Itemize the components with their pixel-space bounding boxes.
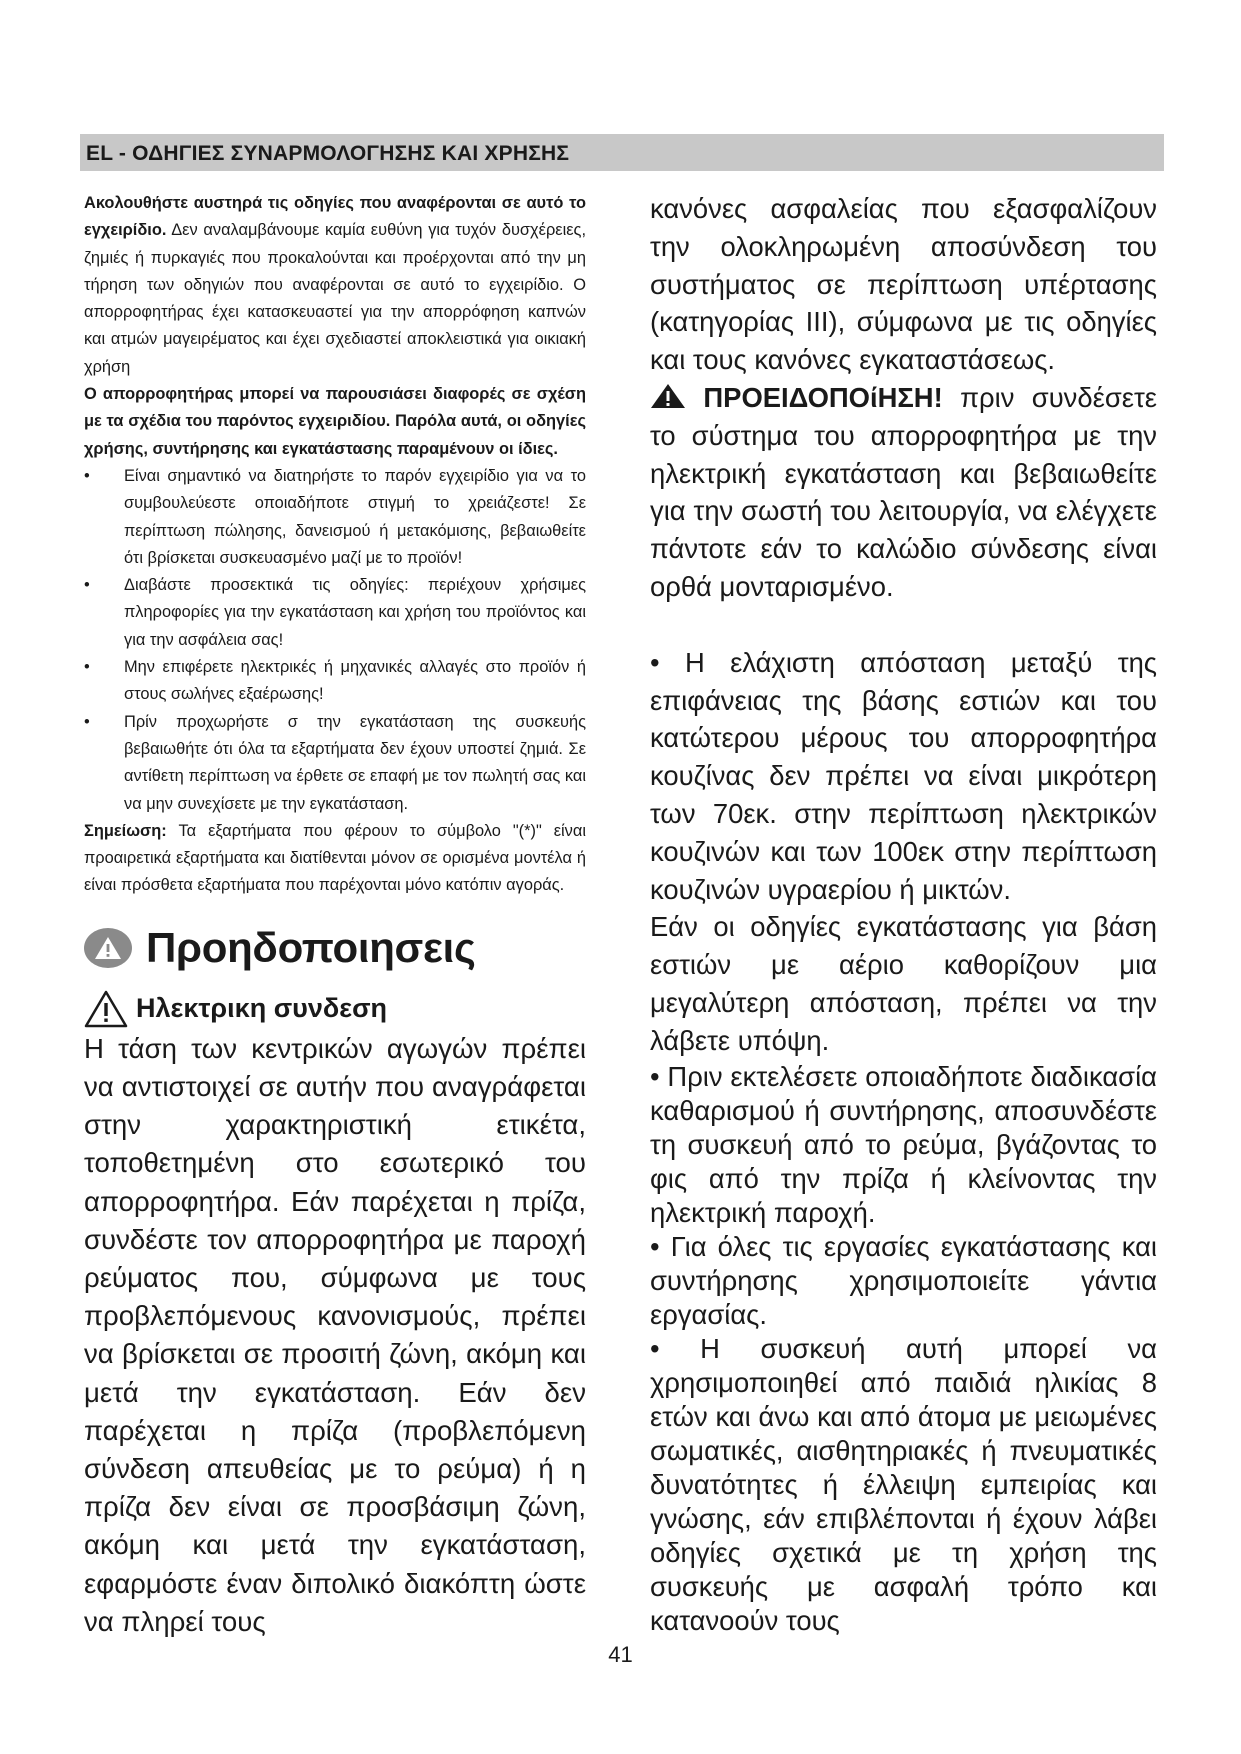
intro-paragraph — [84, 190, 586, 381]
page-title: EL - ΟΔΗΓΙΕΣ ΣΥΝΑΡΜΟΛΟΓΗΣΗΣ ΚΑΙ ΧΡΗΣΗΣ — [86, 142, 570, 165]
page-number: 41 — [608, 1642, 633, 1667]
header-bar — [80, 134, 1164, 171]
gloves-paragraph: • Για όλες τις εργασίες εγκατάστασης και συντήρησης χρησιμοποιείτε γάντια εργασίας. — [650, 1230, 1157, 1330]
warning-triangle-icon — [650, 383, 686, 409]
intro-bold: Ακολουθήστε αυστηρά τις οδηγίες που αναφέρονται σε αυτό το εγχειρίδιο. — [84, 194, 586, 240]
distance-paragraph: • Η ελάχιστη απόσταση μεταξύ της επιφάνειας της βάσης εστιών και του κατώτερου μέρους του απορροφητήρα κουζίνας δεν πρέπει να είναι μικρότερη των 70εκ. στην περίπτωση ηλεκτρικών κουζινών και των 100εκ στην περίπτωση κουζινών υγραερίου ή μικτών. — [650, 646, 1157, 905]
notice-bold: Ο απορροφητήρας μπορεί να παρουσιάσει διαφορές σε σχέση με τα σχέδια του παρόντος εγχειριδίου. Παρόλα αυτά, οι οδηγίες χρήσης, συντήρησης και εγκατάστασης παραμένουν οι ίδιες. — [84, 385, 586, 458]
left-column — [84, 190, 586, 1641]
warning-circle-icon — [84, 928, 132, 968]
cleaning-paragraph: • Πριν εκτελέσετε οποιαδήποτε διαδικασία καθαρισμού ή συντήρησης, αποσυνδέστε τη συσκευή από το ρεύμα, βγάζοντας το φις από την πρίζα ή κλείνοντας την ηλεκτρική παροχή. — [650, 1060, 1157, 1228]
list-item: • Είναι σημαντικό να διατηρήστε το παρόν εγχειρίδιο για να το συμβουλεύεστε οποιαδήποτε στιγμή το χρειάζεστε! Σε περίπτωση πώλησης, δανεισμού ή μετακόμισης, βεβαιωθείτε ότι βρίσκεται συσκευασμένο μαζί με το προϊόν! — [84, 466, 586, 567]
gas-paragraph: Εάν οι οδηγίες εγκατάστασης για βάση εστιών με αέριο καθορίζουν μια μεγαλύτερη απόσταση, πρέπει να την λάβετε υπόψη. — [650, 911, 1157, 1056]
note-paragraph — [84, 818, 586, 900]
bullet-list — [84, 463, 586, 818]
right-column — [650, 190, 1157, 1638]
section-heading — [84, 918, 586, 978]
warning-paragraph — [650, 379, 1157, 606]
note-text: Τα εξαρτήματα που φέρουν το σύμβολο "(*)" είναι προαιρετικά εξαρτήματα και διατίθενται μόνον σε ορισμένα μοντέλα ή είναι πρόσθετα εξαρτήματα που παρέχονται μόνο κατόπιν αγοράς. — [84, 821, 586, 895]
children-paragraph: • Η συσκευή αυτή μπορεί να χρησιμοποιηθεί από παιδιά ηλικίας 8 ετών και άνω και από άτομα με μειωμένες σωματικές, αισθητηριακές ή πνευματικές δυνατότητες ή έλλειψη εμπειρίας και γνώσης, εάν επιβλέπονται ή έχουν λάβει οδηγίες σχετικά με τη χρήση της συσκευής με ασφαλή τρόπο και κατανοούν τους — [650, 1332, 1157, 1636]
list-item: • Μην επιφέρετε ηλεκτρικές ή μηχανικές αλλαγές στο προϊόν ή στους σωλήνες εξαέρωσης! — [84, 658, 586, 704]
electric-connection-text: Η τάση των κεντρικών αγωγών πρέπει να αντιστοιχεί σε αυτήν που αναγράφεται στην χαρακτηριστική ετικέτα, τοποθετημένη στο εσωτερικό του απορροφητήρα. Εάν παρέχεται η πρίζα, συνδέστε τον απορροφητήρα με παροχή ρεύματος που, σύμφωνα με τους προβλεπόμενους κανονισμούς, πρέπει να βρίσκεται σε προσιτή ζώνη, ακόμη και μετά την εγκατάσταση. Εάν δεν παρέχεται η πρίζα (προβλεπόμενη σύνδεση απευθείας με το ρεύμα) ή η πρίζα δεν είναι σε προσβάσιμη ζώνη, ακόμη και μετά την εγκατάσταση, εφαρμόστε έναν διπολικό διακόπτη ώστε να πληρεί τους — [84, 1032, 586, 1637]
warning-text: πριν συνδέσετε το σύστημα του απορροφητήρα με την ηλεκτρική εγκατάσταση και βεβαιωθείτε για την σωστή του λειτουργία, να ελέγχετε πάντοτε εάν το καλώδιο σύνδεσης είναι ορθά μονταρισμένο. — [650, 381, 1157, 602]
warning-triangle-icon — [84, 990, 128, 1028]
sub-title: Ηλεκτρικη συνδεση — [136, 993, 388, 1024]
list-item: • Πρίν προχωρήστε σ την εγκατάσταση της συσκευής βεβαιωθήτε ότι όλα τα εξαρτήματα δεν έχουν υποστεί ζημιά. Σε αντίθετη περίπτωση να έρθετε σε επαφή με τον πωλητή σας και να μην συνεχίσετε με την εγκατάσταση. — [84, 712, 586, 813]
intro-text: Δεν αναλαμβάνουμε καμία ευθύνη για τυχόν δυσχέρειες, ζημιές ή πυρκαγιές που προκαλούνται και προέρχονται από την μη τήρηση των οδηγιών που αναφέρονται σε αυτό το εγχειρίδιο. Ο απορροφητήρας έχει κατασκευαστεί για την απορρόφηση καπνών και ατμών μαγειρέματος και έχει σχεδιαστεί αποκλειστικά για οικιακή χρήση — [84, 221, 586, 376]
continuation-text: κανόνες ασφαλείας που εξασφαλίζουν την ολοκληρωμένη αποσύνδεση του συστήματος σε περίπτωση υπέρτασης (κατηγορίας ΙΙΙ), σύμφωνα με τις οδηγίες και τους κανόνες εγκαταστάσεως. — [650, 193, 1157, 376]
sub-heading — [84, 988, 586, 1030]
warning-label: ΠΡΟΕΙΔΟΠΟίΗΣΗ! — [703, 381, 943, 413]
list-item: • Διαβάστε προσεκτικά τις οδηγίες: περιέχουν χρήσιμες πληροφορίες για την εγκατάσταση και χρήση του προϊόντος και για την ασφάλεια σας! — [84, 576, 586, 649]
notice-paragraph — [84, 381, 586, 463]
section-title: Προηδοποιησεις — [146, 923, 476, 971]
note-label: Σημείωση: — [84, 821, 167, 840]
